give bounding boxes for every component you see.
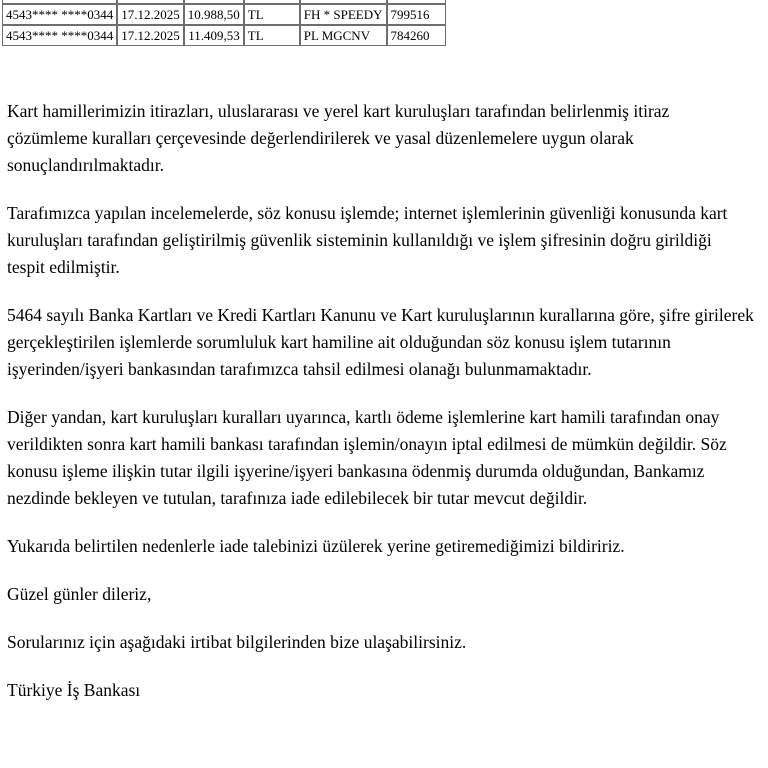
amount-cell: 10.988,50 (184, 4, 244, 25)
paragraph-no-refund: Diğer yandan, kart kuruluşları kuralları uyarınca, kartlı ödeme işlemlerine kart hamili tarafından onay verildikten sonra kart hamili bankası tarafından işlemin/onayın iptal edilmesi de mümkün değildir. Söz konusu işleme ilişkin tutar ilgili işyerine/işyeri bankasına ödenmiş durumda olduğundan, Bankamız nezdinde bekleyen ve tutulan, tarafınıza iade edilebilecek bir tutar mevcut değildir. (7, 407, 727, 508)
paragraph-dispute-process: Kart hamillerimizin itirazları, uluslararası ve yerel kart kuruluşları tarafından belirlenmiş itiraz çözümleme kuralları çerçevesinde değerlendirilerek ve yasal düzenlemelere uygun olarak sonuçlandırılmaktadır. (7, 101, 670, 175)
table-row (2, 4, 446, 25)
card-number-cell: 4543**** ****0344 (2, 4, 117, 25)
card-number-cell: 4543**** ****0344 (2, 25, 117, 46)
paragraph-law: 5464 sayılı Banka Kartları ve Kredi Kartları Kanunu ve Kart kuruluşlarının kurallarına göre, şifre girilerek gerçekleştirilen işlemlerde sorumluluk kart hamiline ait olduğundan söz konusu işlem tutarının işyerinden/işyeri bankasından tarafımızca tahsil edilmesi olanağı bulunmamaktadır. (7, 305, 754, 379)
signature: Türkiye İş Bankası (7, 680, 141, 700)
contact-note: Sorularınız için aşağıdaki irtibat bilgilerinden bize ulaşabilirsiniz. (7, 632, 467, 652)
transactions-table (2, 0, 446, 46)
reference-cell: 784260 (387, 25, 446, 46)
reference-cell: 799516 (387, 4, 446, 25)
letter-body (7, 98, 754, 704)
date-cell: 17.12.2025 (117, 4, 184, 25)
merchant-cell: PL MGCNV (300, 25, 387, 46)
amount-cell: 11.409,53 (184, 25, 244, 46)
paragraph-conclusion: Yukarıda belirtilen nedenlerle iade talebinizi üzülerek yerine getiremediğimizi bildiririz. (7, 536, 625, 556)
currency-cell: TL (244, 25, 300, 46)
closing-line: Güzel günler dileriz, (7, 584, 152, 604)
date-cell: 17.12.2025 (117, 25, 184, 46)
currency-cell: TL (244, 4, 300, 25)
paragraph-investigation: Tarafımızca yapılan incelemelerde, söz konusu işlemde; internet işlemlerinin güvenliği konusunda kart kuruluşları tarafından geliştirilmiş güvenlik sisteminin kullanıldığı ve işlem şifresinin doğru girildiği tespit edilmiştir. (7, 203, 728, 277)
merchant-cell: FH * SPEEDY (300, 4, 387, 25)
table-row (2, 25, 446, 46)
